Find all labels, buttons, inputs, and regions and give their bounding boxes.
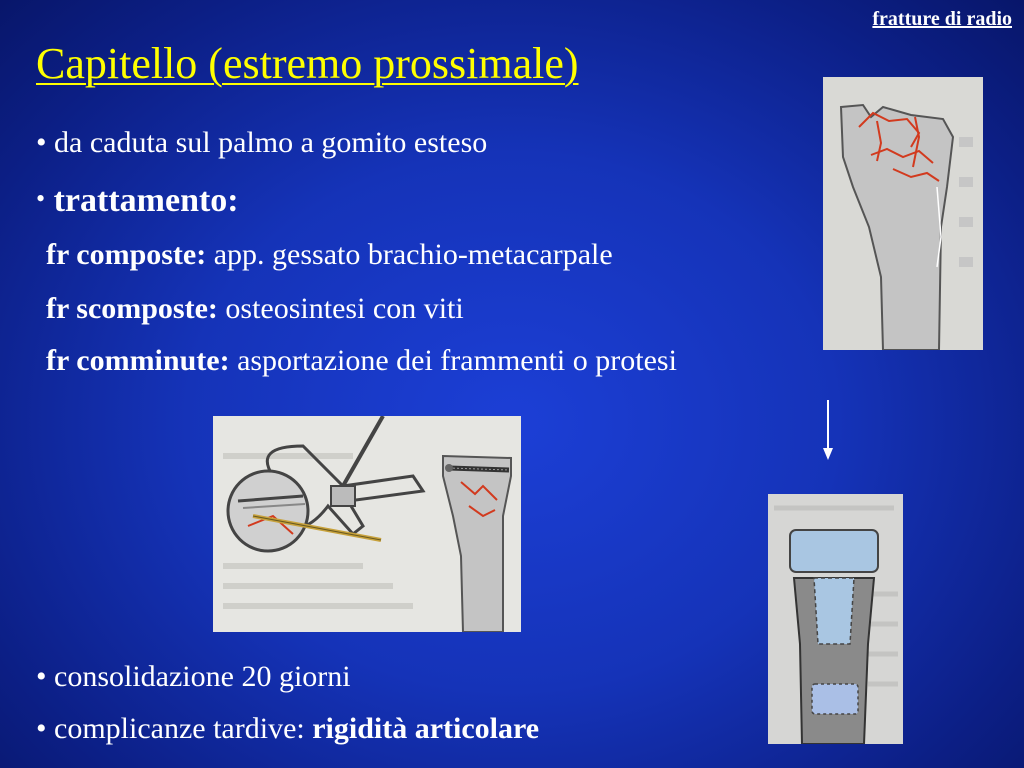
bullet-symbol: • xyxy=(36,126,47,159)
down-arrow-icon xyxy=(820,400,836,462)
composte-text: app. gessato brachio-metacarpale xyxy=(213,238,613,271)
bullet-symbol: • xyxy=(36,660,47,693)
comminute-label: fr comminute: xyxy=(46,344,230,377)
bullet-symbol: • xyxy=(36,712,47,745)
scomposte-label: fr scomposte: xyxy=(46,292,218,325)
cause-text: da caduta sul palmo a gomito esteso xyxy=(54,126,488,159)
bullet-complications xyxy=(36,712,539,746)
bullet-cause xyxy=(36,126,487,160)
complications-label: complicanze tardive: xyxy=(54,712,305,745)
treatment-comminute xyxy=(46,344,677,378)
comminute-text: asportazione dei frammenti o protesi xyxy=(237,344,677,377)
osteosynthesis-illustration xyxy=(213,416,521,632)
complications-value: rigidità articolare xyxy=(312,712,540,745)
scomposte-text: osteosintesi con viti xyxy=(225,292,464,325)
treatment-scomposte xyxy=(46,292,464,326)
consolidation-text: consolidazione 20 giorni xyxy=(54,660,351,693)
prosthesis-illustration xyxy=(768,494,903,744)
bullet-consolidation xyxy=(36,660,351,694)
composte-label: fr composte: xyxy=(46,238,207,271)
treatment-composte xyxy=(46,238,613,272)
slide-title: Capitello (estremo prossimale) xyxy=(36,39,579,88)
comminuted-fracture-illustration xyxy=(823,77,983,350)
bullet-treatment xyxy=(36,182,239,220)
bullet-symbol: • xyxy=(36,184,46,213)
header-tag: fratture di radio xyxy=(872,8,1012,30)
treatment-label: trattamento: xyxy=(53,182,239,219)
